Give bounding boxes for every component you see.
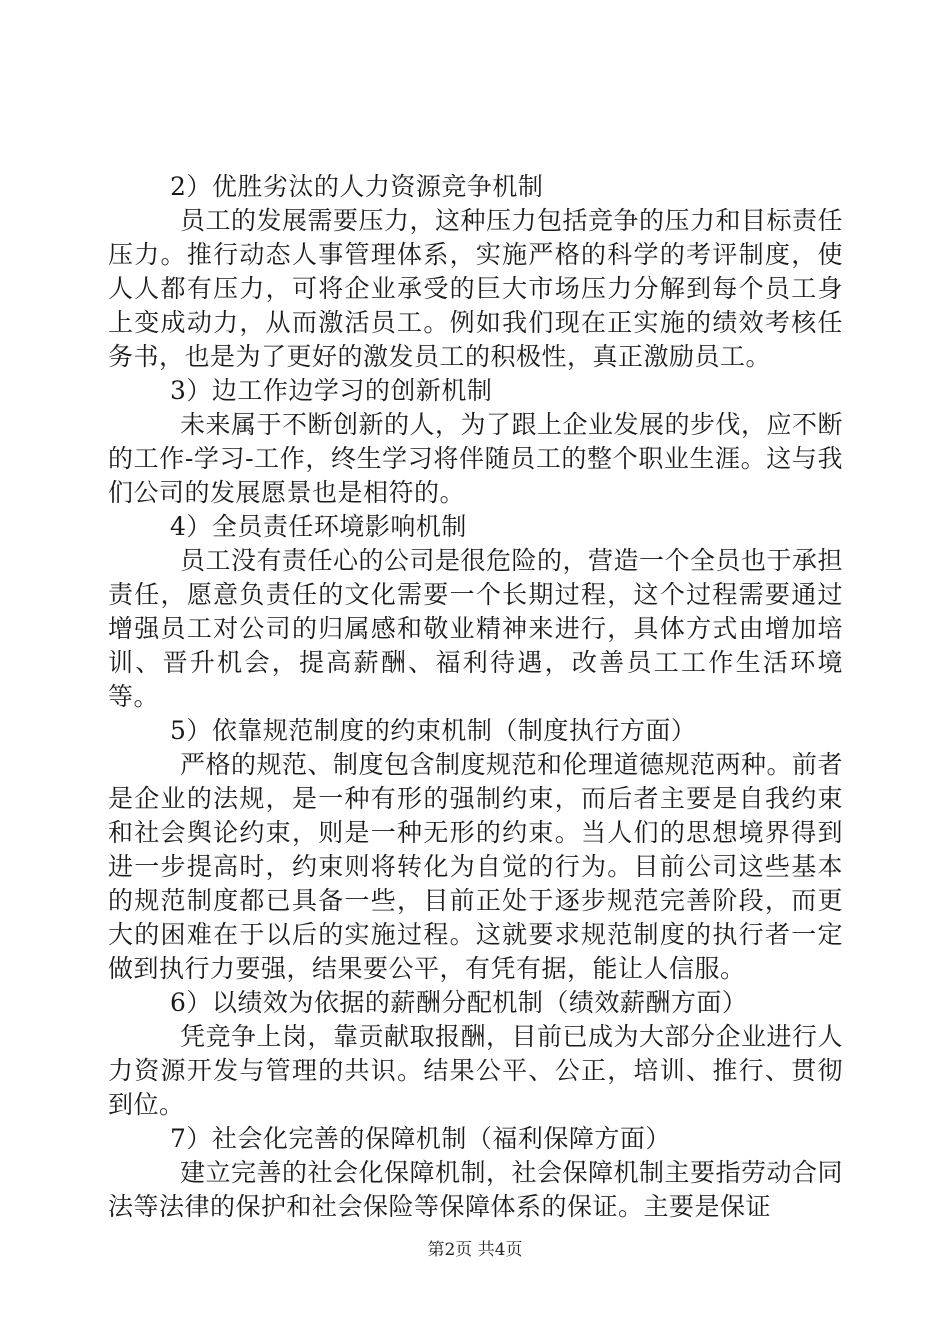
section-heading-6: 6）以绩效为依据的薪酬分配机制（绩效薪酬方面） [170,988,748,1017]
page-footer: 第2页 共4页 [427,1240,523,1260]
section-paragraph-7: 建立完善的社会化保障机制，社会保障机制主要指劳动合同法等法律的保护和社会保险等保障体系的保证。主要是保证 [108,1158,844,1221]
section-paragraph-5: 严格的规范、制度包含制度规范和伦理道德规范两种。前者是企业的法规，是一种有形的强制约束，而后者主要是自我约束和社会舆论约束，则是一种无形的约束。当人们的思想境界得到进一步提高时，约束则将转化为自觉的行为。目前公司这些基本的规范制度都已具备一些，目前正处于逐步规范完善阶段，而更大的困难在于以后的实施过程。这就要求规范制度的执行者一定做到执行力要强，结果要公平，有凭有据，能让人信服。 [108,750,844,983]
section-heading-7: 7）社会化完善的保障机制（福利保障方面） [170,1124,671,1153]
section-paragraph-2: 员工的发展需要压力，这种压力包括竞争的压力和目标责任压力。推行动态人事管理体系，实施严格的科学的考评制度，使人人都有压力，可将企业承受的巨大市场压力分解到每个员工身上变成动力，从而激活员工。例如我们现在正实施的绩效考核任务书，也是为了更好的激发员工的积极性，真正激励员工。 [108,206,844,371]
section-heading-5: 5）依靠规范制度的约束机制（制度执行方面） [170,716,697,745]
section-paragraph-6: 凭竞争上岗，靠贡献取报酬，目前已成为大部分企业进行人力资源开发与管理的共识。结果公平、公正，培训、推行、贯彻到位。 [108,1022,844,1119]
section-heading-3: 3）边工作边学习的创新机制 [170,376,493,405]
section-paragraph-3: 未来属于不断创新的人，为了跟上企业发展的步伐，应不断的工作-学习-工作，终生学习将伴随员工的整个职业生涯。这与我们公司的发展愿景也是相符的。 [108,410,844,507]
section-heading-2: 2）优胜劣汰的人力资源竞争机制 [170,172,544,201]
section-paragraph-4: 员工没有责任心的公司是很危险的，营造一个全员也于承担责任，愿意负责任的文化需要一个长期过程，这个过程需要通过增强员工对公司的归属感和敬业精神来进行，具体方式由增加培训、晋升机会，提高薪酬、福利待遇，改善员工工作生活环境等。 [108,546,844,711]
document-body [108,170,843,1224]
section-heading-4: 4）全员责任环境影响机制 [170,512,467,541]
